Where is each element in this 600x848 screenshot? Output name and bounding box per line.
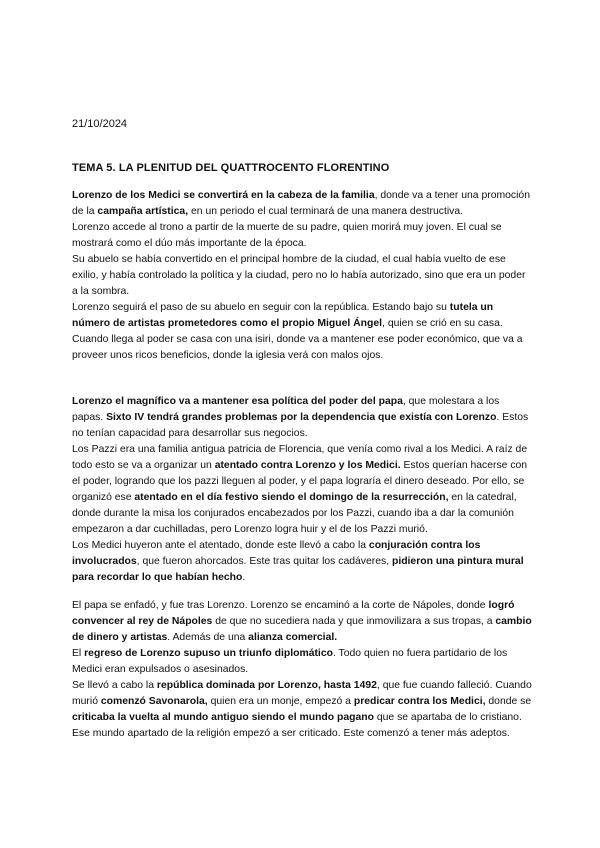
text-run: Los Pazzi era una familia antigua patricia de Florencia, que venía como rival a los Medici. A raíz de todo esto se va a organizar un (72, 444, 528, 471)
bold-text: campaña artística, (97, 206, 189, 217)
bold-text: regreso de Lorenzo supuso un triunfo diplomático (84, 648, 333, 659)
bold-text: atentado en el día festivo siendo el domingo de la resurrección, (134, 492, 449, 503)
text-run: . Además de una (167, 632, 249, 643)
text-run: Se llevó a cabo la (72, 680, 157, 691)
text-run: Los Medici huyeron ante el atentado, donde este llevó a cabo la (72, 540, 369, 551)
text-run: en un periodo el cual terminará de una manera destructiva. (188, 206, 464, 217)
paragraph (72, 300, 532, 332)
paragraph (72, 332, 532, 364)
paragraph (72, 188, 532, 220)
text-run: , quien se crió en su casa. (382, 318, 503, 329)
text-run: , que fueron ahorcados. Este tras quitar los cadáveres, (136, 556, 392, 567)
bold-text: logró convencer al rey de Nápoles (72, 600, 515, 627)
section-3 (72, 598, 532, 742)
text-run: Estos querían hacerse con el poder, logrando que los pazzi lleguen al poder, y el papa lograría el dinero deseado. Por ello, se organizó ese (72, 460, 528, 503)
paragraph (72, 394, 532, 442)
text-run: que se apartaba de lo cristiano. Ese mundo apartado de la religión empezó a ser criticado. Este comenzó a tener más adeptos. (72, 712, 522, 739)
text-run: Lorenzo seguirá el paso de su abuelo en seguir con la república. Estando bajo su (72, 302, 450, 313)
bold-text: Sixto IV tendrá grandes problemas por la dependencia que existía con Lorenzo (106, 412, 497, 423)
bold-text: cambio de dinero y artistas (72, 616, 532, 643)
text-run: Lorenzo accede al trono a partir de la muerte de su padre, quien morirá muy joven. El cual se mostrará como el dúo más importante de la época. (72, 222, 502, 249)
bold-text: predicar contra los Medici, (353, 696, 486, 707)
bold-text: Lorenzo de los Medici se convertirá en la cabeza de la familia (72, 190, 375, 201)
text-run: El (72, 648, 85, 659)
document-title: TEMA 5. LA PLENITUD DEL QUATTROCENTO FLORENTINO (72, 162, 390, 174)
section-2 (72, 394, 532, 586)
paragraph (72, 252, 532, 300)
paragraph (72, 646, 532, 678)
paragraph (72, 220, 532, 252)
document-date: 21/10/2024 (72, 118, 128, 130)
text-run: , que molestara a los papas. (72, 396, 500, 423)
text-run: , donde va a tener una promoción de la (72, 190, 530, 217)
paragraph (72, 538, 532, 586)
bold-text: alianza comercial. (248, 632, 338, 643)
text-run: en la catedral, donde durante la misa los conjurados encabezados por los Pazzi, cuando iba a dar la comunión empezaron a dar cuchilladas, pero Lorenzo logra huir y el de los Pazzi murió. (72, 492, 517, 535)
bold-text: Lorenzo el magnífico va a mantener esa política del poder del papa (72, 396, 403, 407)
bold-text: república dominada por Lorenzo, hasta 1492 (156, 680, 377, 691)
text-run: El papa se enfadó, y fue tras Lorenzo. Lorenzo se encaminó a la corte de Nápoles, donde (72, 600, 489, 611)
bold-text: pidieron una pintura mural para recordar lo que habían hecho (72, 556, 524, 583)
text-run: . Todo quien no fuera partidario de los Medici eran expulsados o asesinados. (72, 648, 508, 675)
paragraph (72, 678, 532, 742)
text-run: Cuando llega al poder se casa con una isiri, donde va a mantener ese poder económico, que va a proveer unos ricos beneficios, donde la iglesia verá con malos ojos. (72, 334, 523, 361)
bold-text: tutela un número de artistas prometedores como el propio Miguel Ángel (72, 302, 494, 329)
bold-text: conjuración contra los involucrados (72, 540, 481, 567)
text-run: . Estos no tenían capacidad para desarrollar sus negocios. (72, 412, 529, 439)
text-run: . (242, 572, 246, 583)
text-run: de que no sucediera nada y que inmovilizara a sus tropas, a (212, 616, 496, 627)
paragraph (72, 442, 532, 538)
text-run: donde se (485, 696, 532, 707)
bold-text: comenzó Savonarola, (100, 696, 208, 707)
text-run: , que fue cuando falleció. Cuando murió (72, 680, 532, 707)
bold-text: atentado contra Lorenzo y los Medici. (214, 460, 401, 471)
bold-text: criticaba la vuelta al mundo antiguo siendo el mundo pagano (72, 712, 374, 723)
section-1 (72, 188, 532, 364)
paragraph (72, 598, 532, 646)
text-run: quien era un monje, empezó a (207, 696, 354, 707)
text-run: Su abuelo se había convertido en el principal hombre de la ciudad, el cual había vuelto de ese exilio, y había controlado la política y la ciudad, pero no lo había autorizado, sino que era un poder a la sombra. (72, 254, 526, 297)
